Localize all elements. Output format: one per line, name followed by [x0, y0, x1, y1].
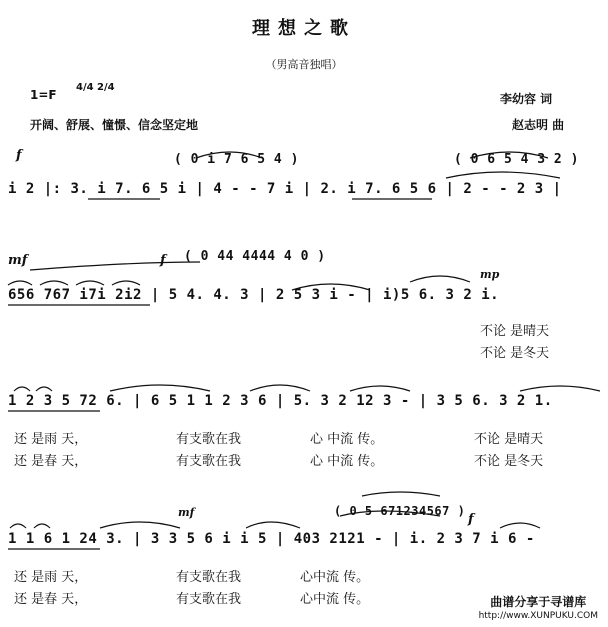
melody-line: 1 2 3 5 72 6. | 6 5 1 1 2 3 6 | 5. 3 2 12 3 - | 3 5 6. 3 2 1. — [8, 393, 553, 409]
lyric-line: 心 中流 传。 — [310, 432, 384, 447]
lyric-line: 不论 是晴天 — [474, 432, 544, 447]
lyric-line: 还 是雨 天， — [14, 432, 88, 447]
lyric-line: 不论 是晴天 — [480, 324, 550, 339]
melody-line: i 2 |: 3. i 7. 6 5 i | 4 - - 7 i | 2. i 7. 6 5 6 | 2 - - 2 3 | — [8, 181, 562, 197]
watermark-url: http://www.XUNPUKU.COM — [478, 611, 598, 621]
lyric-line: 心中流 传。 — [300, 570, 370, 585]
dynamic-mark: mf — [8, 253, 28, 268]
expression-mark: 开阔、舒展、憧憬、信念坚定地 — [30, 118, 199, 132]
watermark-text: 曲谱分享于寻谱库 — [490, 595, 587, 609]
lyric-line: 不论 是冬天 — [474, 454, 544, 469]
song-title: 理想之歌 — [252, 18, 356, 39]
lyric-line: 有支歌在我 — [176, 570, 242, 585]
lyric-line: 心中流 传。 — [300, 592, 370, 607]
melody-line: 656 767 i7i 2i2 | 5 4. 4. 3 | 2 5 3 i - | i)5 6. 3 2 i. — [8, 287, 500, 303]
cue-notes: ( 0 6 5 4 3 2 ) — [454, 152, 579, 167]
lyric-line: 有支歌在我 — [176, 432, 242, 447]
cue-notes: ( 0 5 671234567 ) — [334, 504, 466, 518]
cue-notes: ( 0 i 7 6 5 4 ) — [174, 152, 299, 167]
dynamic-mark: f — [16, 148, 22, 163]
melody-line: 1 1 6 1 24 3. | 3 3 5 6 i i 5 | 403 2121 - | i. 2 3 7 i 6 - — [8, 531, 535, 547]
watermark — [479, 593, 598, 621]
dynamic-mark: mp — [480, 268, 500, 281]
lyric-line: 不论 是冬天 — [480, 346, 550, 361]
dynamic-mark: mf — [178, 506, 195, 519]
lyric-line: 还 是春 天， — [14, 454, 88, 469]
cue-notes: ( 0 44 4444 4 0 ) — [184, 249, 326, 264]
lyric-line: 有支歌在我 — [176, 592, 242, 607]
dynamic-mark: f — [160, 253, 166, 268]
lyric-line: 还 是雨 天， — [14, 570, 88, 585]
key-signature: 1=F — [30, 88, 57, 102]
lyric-line: 还 是春 天， — [14, 592, 88, 607]
lyricist-credit: 李幼容 词 — [500, 92, 553, 106]
composer-credit: 赵志明 曲 — [512, 118, 565, 132]
lyric-line: 心 中流 传。 — [310, 454, 384, 469]
lyric-line: 有支歌在我 — [176, 454, 242, 469]
song-subtitle: （男高音独唱） — [265, 58, 343, 71]
dynamic-mark: f — [468, 512, 474, 527]
time-signature: 4/4 2/4 — [76, 82, 115, 93]
